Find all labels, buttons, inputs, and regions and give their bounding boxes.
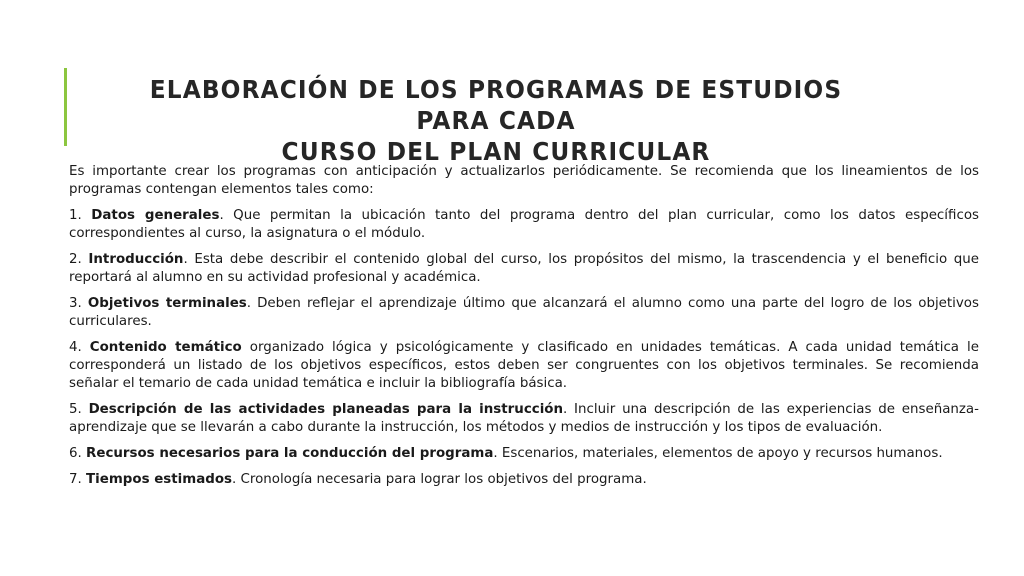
- list-item-number: 5.: [69, 402, 89, 417]
- list-item-number: 2.: [69, 252, 89, 267]
- intro-paragraph: Es importante crear los programas con anticipación y actualizarlos periódicamente. Se recomienda que los lineamientos de los programas contengan elementos tales como:: [69, 164, 979, 197]
- list-item-introduccion: [69, 251, 979, 287]
- list-item-lead: Datos generales: [91, 208, 220, 223]
- slide-title-line-2: CURSO DEL PLAN CURRICULAR: [281, 137, 711, 166]
- list-item-descripcion-actividades: [69, 401, 979, 437]
- list-item-text: . Cronología necesaria para lograr los objetivos del programa.: [232, 472, 647, 487]
- list-item-number: 4.: [69, 340, 90, 355]
- slide-body: [69, 163, 979, 497]
- list-item-recursos-necesarios: [69, 445, 979, 463]
- list-item-text: . Esta debe describir el contenido global del curso, los propósitos del mismo, la trascendencia y el beneficio que reportará al alumno en su actividad profesional y académica.: [69, 252, 979, 285]
- list-item-text: . Que permitan la ubicación tanto del programa dentro del plan curricular, como los datos específicos correspondientes al curso, la asignatura o el módulo.: [69, 208, 979, 241]
- list-item-text: organizado lógica y psicológicamente y clasificado en unidades temáticas. A cada unidad temática le corresponderá un listado de los objetivos específicos, estos deben ser congruentes con los objetivos terminales. Se recomienda señalar el temario de cada unidad temática e incluir la bibliografía básica.: [69, 340, 979, 391]
- list-item-contenido-tematico: [69, 339, 979, 393]
- list-item-lead: Objetivos terminales: [87, 296, 247, 311]
- list-item-lead: Introducción: [88, 252, 184, 267]
- slide-title-line-1: ELABORACIÓN DE LOS PROGRAMAS DE ESTUDIOS PARA CADA: [149, 75, 843, 135]
- list-item-number: 6.: [69, 446, 87, 461]
- list-item-lead: Contenido temático: [89, 340, 242, 355]
- list-item-text: . Incluir una descripción de las experiencias de enseñanza-aprendizaje que se llevarán a cabo durante la instrucción, los métodos y medios de instrucción y los tipos de evaluación.: [69, 402, 979, 435]
- list-item-datos-generales: [69, 207, 979, 243]
- list-item-text: . Escenarios, materiales, elementos de apoyo y recursos humanos.: [493, 446, 943, 461]
- list-item-lead: Descripción de las actividades planeadas para la instrucción: [88, 402, 564, 417]
- title-accent-bar: [64, 68, 67, 146]
- slide-title: [124, 74, 868, 167]
- list-item-lead: Tiempos estimados: [86, 472, 233, 487]
- list-item-number: 3.: [69, 296, 88, 311]
- list-item-tiempos-estimados: [69, 471, 979, 489]
- list-item-lead: Recursos necesarios para la conducción del programa: [86, 446, 494, 461]
- list-item-number: 7.: [69, 472, 87, 487]
- list-item-text: . Deben reflejar el aprendizaje último que alcanzará el alumno como una parte del logro de los objetivos curriculares.: [69, 296, 979, 329]
- list-item-number: 1.: [69, 208, 92, 223]
- list-item-objetivos-terminales: [69, 295, 979, 331]
